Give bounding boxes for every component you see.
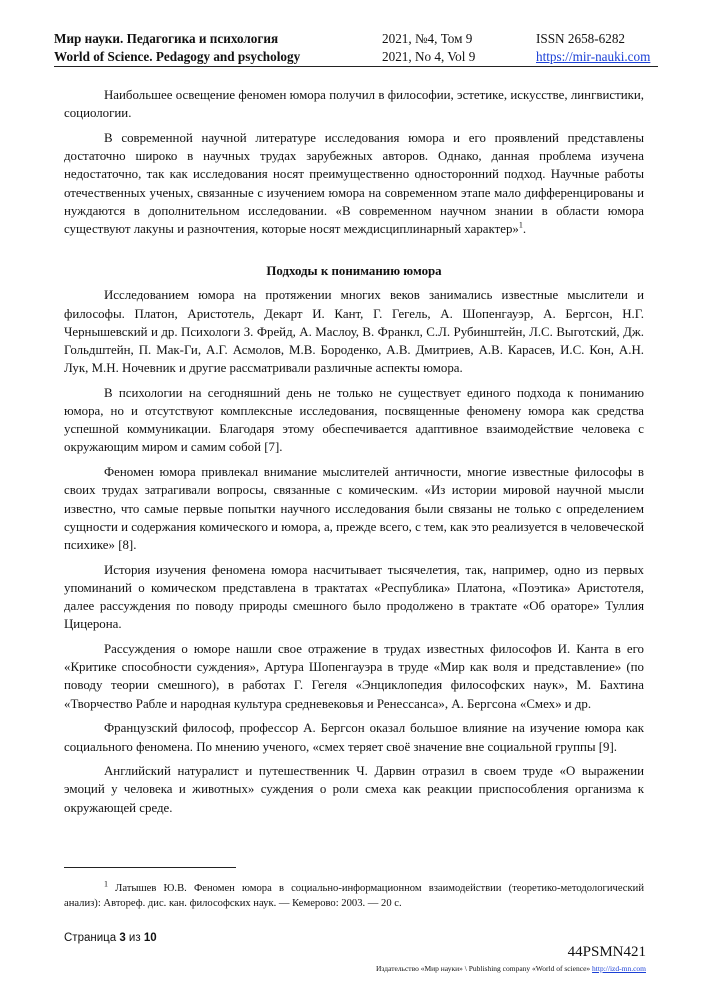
paragraph-5: Феномен юмора привлекал внимание мыслителей античности, многие известные философы в своих трудах затрагивали вопросы, связанные с комическим. «Из истории мировой научной мысли известно, что самые первые попытки научного исследования были связаны не только с определением сущности и содержания комического и юмора, а, прежде всего, с тем, как это реализуется в человеческой психике» [8]. bbox=[64, 465, 644, 552]
page-mid: из bbox=[125, 932, 144, 944]
header-row-en bbox=[54, 48, 658, 66]
footnote bbox=[64, 881, 644, 911]
page-current: 3 bbox=[119, 932, 126, 944]
issue-en: 2021, No 4, Vol 9 bbox=[382, 49, 476, 64]
paragraph-2 bbox=[64, 129, 644, 238]
article-body bbox=[64, 86, 644, 823]
footnote-number: 1 bbox=[104, 879, 108, 889]
footnote-text: Латышев Ю.В. Феномен юмора в социально-информационном взаимодействии (теоретико-методологический анализ): Автореф. дис. кан. философских наук. — Кемерово: 2003. — 20 с. bbox=[64, 883, 644, 909]
footnote-ref-link[interactable]: 1 bbox=[518, 220, 523, 230]
publisher-line bbox=[376, 964, 646, 973]
paragraph-4: В психологии на сегодняшний день не только не существует единого подхода к пониманию юмора, но и отсутствуют комплексные исследования, посвященные феномену юмора как средства успешной коммуникации. Благодаря этому обеспечивается адаптивное взаимодействие человека с окружающим миром и самим собой [7]. bbox=[64, 385, 644, 455]
issue-ru: 2021, №4, Том 9 bbox=[382, 31, 473, 46]
paragraph-7: Рассуждения о юморе нашли свое отражение в трудах известных философов И. Канта в его «Критике способности суждения», Артура Шопенгауэра в труде «Мир как воля и представление» (по поводу теории смешного), в работах Г. Гегеля «Энциклопедия философских наук», М. Бахтина «Творчество Рабле и народная культура средневековья и Ренессанса», А. Бергсона «Смех» и др. bbox=[64, 641, 644, 711]
page-prefix: Страница bbox=[64, 932, 120, 944]
issn: ISSN 2658-6282 bbox=[536, 31, 626, 46]
page-number bbox=[64, 932, 157, 944]
paragraph-2-end: . bbox=[522, 221, 527, 236]
section-heading: Подходы к пониманию юмора bbox=[266, 264, 442, 279]
paragraph-8: Французский философ, профессор А. Бергсон оказал большое влияние на изучение юмора как социального феномена. По мнению ученого, «смех теряет своё значение вне социальной группы [9]. bbox=[64, 721, 644, 754]
paragraph-3: Исследованием юмора на протяжении многих веков занимались известные мыслители и философы. Платон, Аристотель, Декарт И. Кант, Г. Гегель, А. Шопенгауэр, А. Бергсон, Н.Г. Чернышевский и др. Психологи З. Фрейд, А. Маслоу, В. Франкл, С.Л. Рубинштейн, Л.С. Выготский, Дж. Гольдштейн, П. Мак-Ги, А.Г. Асмолов, М.В. Бороденко, А.В. Дмитриев, А.В. Карасев, И.С. Кон, А.Н. Лук, М.Н. Ночевник и другие рассматривали различные аспекты юмора. bbox=[64, 288, 644, 376]
running-header bbox=[54, 30, 658, 66]
paragraph-2-text: В современной научной литературе исследования юмора и его проявлений представлены достаточно широко в научных трудах зарубежных авторов. Однако, данная проблема изучена недостаточно, так как исследования носят преимущественно односторонний подход. Научные работы отечественных ученых, связанные с изучением юмора на современном этапе мало дифференцированы и нуждаются в дополнительном исследовании. «В современном научном знании в области юмора существуют лакуны и разночтения, которые носят междисциплинарный характер» bbox=[64, 130, 644, 236]
footnote-divider bbox=[64, 867, 236, 868]
header-divider bbox=[54, 66, 658, 67]
header-row-ru bbox=[54, 30, 658, 48]
journal-title-en: World of Science. Pedagogy and psychology bbox=[54, 49, 301, 64]
paragraph-1: Наибольшее освещение феномен юмора получил в философии, эстетике, искусстве, лингвистики, социологии. bbox=[64, 88, 644, 121]
paragraph-9: Английский натуралист и путешественник Ч. Дарвин отразил в своем труде «О выражении эмоций у человека и животных» суждения о роли смеха как реакции приспособления организма к окружающей среде. bbox=[64, 764, 644, 815]
publisher-url-link[interactable]: http://izd-mn.com bbox=[592, 964, 646, 973]
page-total: 10 bbox=[143, 932, 157, 944]
article-code: 44PSMN421 bbox=[567, 944, 646, 960]
paragraph-6: История изучения феномена юмора насчитывает тысячелетия, так, например, одно из первых упоминаний о комическом представлена в трактатах «Республика» Платона, «Поэтика» Аристотеля, далее рассуждения по поводу природы смешного было продолжено в трактате «Об ораторе» Туллия Цицерона. bbox=[64, 562, 644, 632]
publisher-text: Издательство «Мир науки» \ Publishing company «World of science» bbox=[376, 964, 593, 973]
journal-url-link[interactable]: https://mir-nauki.com bbox=[536, 49, 651, 64]
journal-title-ru: Мир науки. Педагогика и психология bbox=[54, 31, 279, 46]
